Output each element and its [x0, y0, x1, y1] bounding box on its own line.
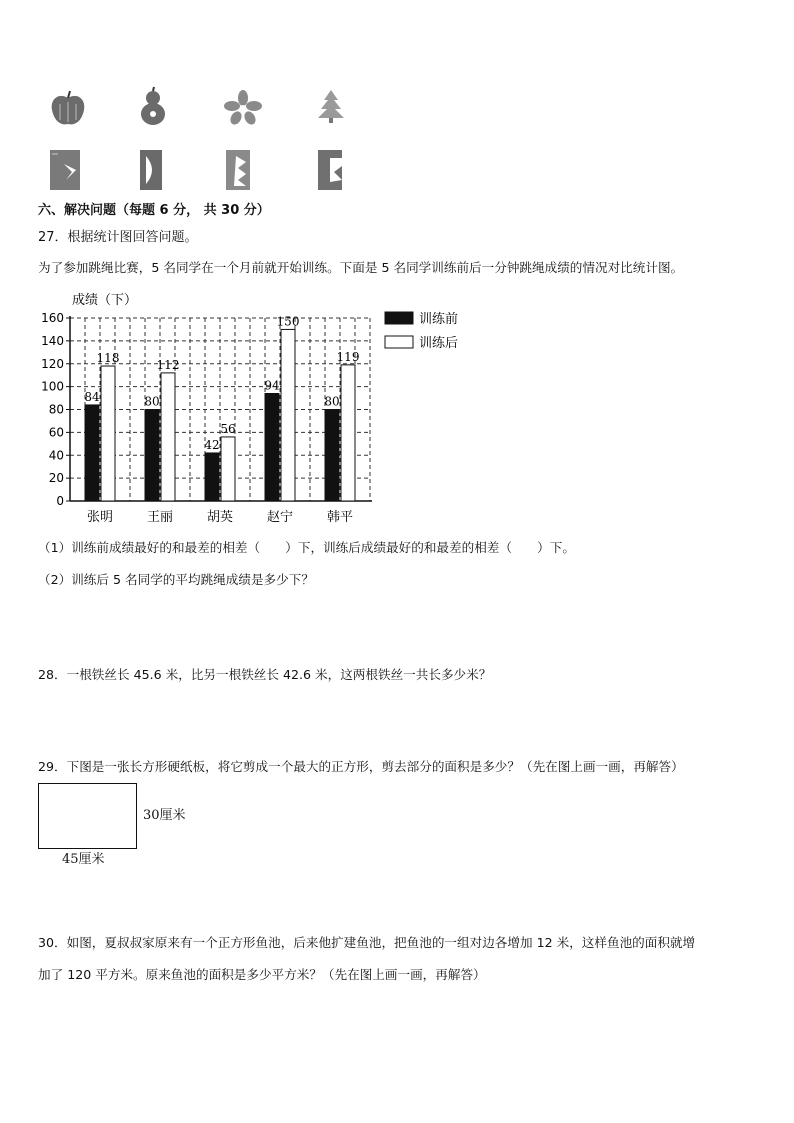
- data-label: 42: [204, 437, 220, 452]
- cut-paper-2-icon: [140, 150, 166, 192]
- q27-sub2: （2）训练后 5 名同学的平均跳绳成绩是多少下？: [38, 572, 314, 587]
- bar-after: [221, 437, 235, 501]
- data-label: 150: [276, 314, 300, 329]
- bar-chart: [30, 286, 470, 530]
- y-tick-label: 20: [48, 471, 64, 486]
- q28-text: 28．一根铁丝长 45.6 米，比另一根铁丝长 42.6 米，这两根铁丝一共长多少米？: [38, 667, 492, 682]
- q27-intro: 为了参加跳绳比赛，5 名同学在一个月前就开始训练。下面是 5 名同学训练前后一分钟跳绳成绩的情况对比统计图。: [38, 260, 684, 275]
- data-label: 80: [324, 394, 340, 409]
- cut-paper-3-icon: [226, 150, 254, 192]
- category-label: 韩平: [326, 510, 354, 525]
- y-tick-label: 80: [48, 402, 64, 417]
- category-label: 王丽: [146, 510, 174, 525]
- y-tick-label: 40: [48, 448, 64, 463]
- y-tick-label: 60: [48, 425, 64, 440]
- data-label: 119: [336, 349, 360, 364]
- q30-line1: 30．如图，夏叔叔家原来有一个正方形鱼池，后来他扩建鱼池，把鱼池的一组对边各增加 12 米，这样鱼池的面积就增: [38, 935, 696, 950]
- gourd-icon: [138, 86, 168, 128]
- width-label: 45厘米: [62, 852, 105, 867]
- bar-before: [325, 410, 339, 502]
- legend-swatch: [385, 312, 413, 324]
- cut-paper-1-icon: [50, 150, 84, 192]
- cardboard-rectangle: [38, 783, 137, 849]
- y-tick-label: 140: [41, 333, 64, 348]
- data-label: 80: [144, 394, 160, 409]
- bar-before: [145, 410, 159, 502]
- legend-swatch: [385, 336, 413, 348]
- data-label: 118: [96, 351, 120, 366]
- category-label: 胡英: [206, 510, 234, 525]
- height-label: 30厘米: [143, 808, 186, 823]
- data-label: 94: [264, 378, 280, 393]
- y-tick-label: 120: [41, 356, 64, 371]
- q30-line2: 加了 120 平方米。原来鱼池的面积是多少平方米？（先在图上画一画，再解答）: [38, 967, 486, 982]
- bar-before: [265, 393, 279, 501]
- q27-sub1: （1）训练前成绩最好的和最差的相差（ ）下，训练后成绩最好的和最差的相差（ ）下。: [38, 540, 575, 555]
- tree-icon: [316, 88, 346, 124]
- y-tick-label: 100: [41, 379, 64, 394]
- category-label: 张明: [86, 510, 114, 525]
- bar-after: [161, 373, 175, 501]
- bar-before: [205, 453, 219, 501]
- cut-paper-4-icon: [318, 150, 346, 192]
- y-tick-label: 160: [41, 311, 64, 325]
- data-label: 112: [156, 357, 180, 372]
- bar-after: [101, 366, 115, 501]
- y-tick-label: 0: [56, 494, 64, 508]
- bar-before: [85, 405, 99, 501]
- section-heading: 六、解决问题（每题 6 分， 共 30 分）: [38, 203, 270, 218]
- apple-icon: [48, 88, 88, 128]
- y-axis-label: 成绩（下）: [72, 293, 138, 308]
- legend-label: 训练后: [419, 336, 459, 351]
- flower-icon: [224, 90, 262, 126]
- q27-title: 27．根据统计图回答问题。: [38, 230, 198, 245]
- data-label: 56: [220, 421, 236, 436]
- data-label: 84: [84, 389, 100, 404]
- category-label: 赵宁: [266, 510, 294, 525]
- q29-text: 29．下图是一张长方形硬纸板，将它剪成一个最大的正方形，剪去部分的面积是多少？（先在图上画一画，再解答）: [38, 759, 684, 774]
- bar-after: [281, 329, 295, 501]
- legend-label: 训练前: [419, 312, 459, 327]
- bar-after: [341, 365, 355, 501]
